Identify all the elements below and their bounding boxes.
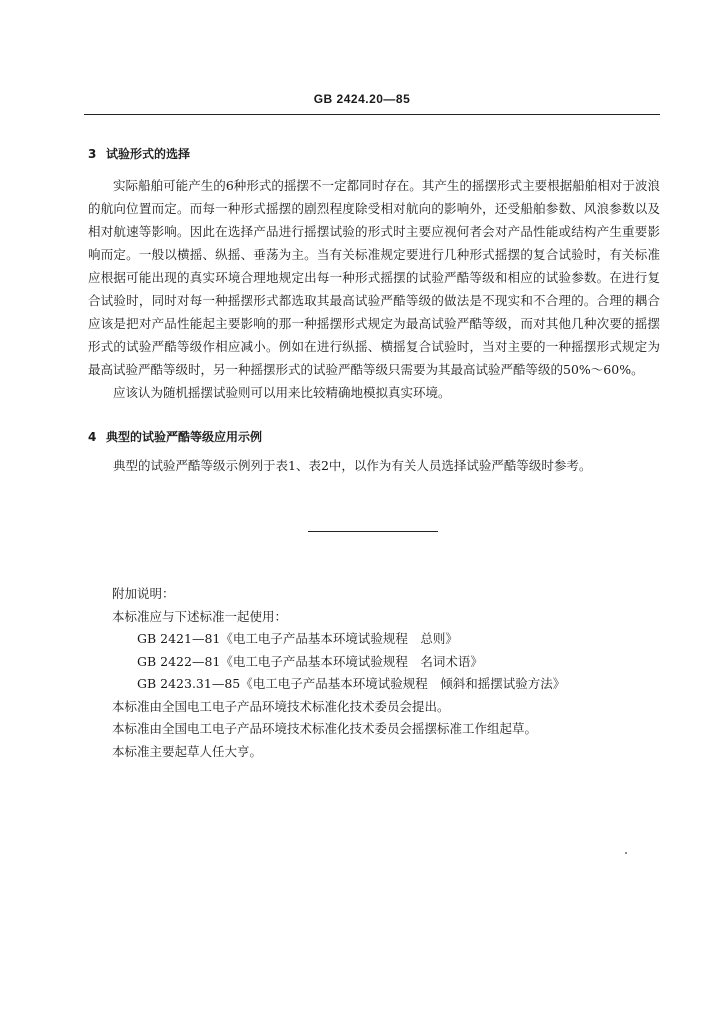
notes-statement: 本标准主要起草人任大亨。: [112, 743, 263, 759]
section-3-number: 3: [88, 147, 97, 161]
section-4-body: [88, 454, 660, 477]
reference-item: GB 2423.31—85《电工电子产品基本环境试验规程 倾斜和摇摆试验方法》: [137, 676, 566, 691]
section-4-title: 典型的试验严酷等级应用示例: [106, 430, 263, 444]
section-3-title: 试验形式的选择: [106, 147, 191, 161]
section-4-paragraph-1: 典型的试验严酷等级示例列于表1、表2中，以作为有关人员选择试验严酷等级时参考。: [113, 458, 592, 473]
standard-code: GB 2424.20—85: [313, 92, 411, 106]
scan-speck: [625, 852, 627, 854]
section-4-heading: [88, 428, 262, 445]
section-3-heading: [88, 145, 190, 162]
additional-notes: [112, 583, 632, 763]
reference-item: GB 2422—81《电工电子产品基本环境试验规程 名词术语》: [137, 653, 483, 669]
header-divider: [84, 114, 660, 115]
notes-heading: 附加说明：: [112, 586, 175, 601]
notes-statement: 本标准由全国电工电子产品环境技术标准化技术委员会提出。: [112, 698, 450, 714]
reference-item: GB 2421—81《电工电子产品基本环境试验规程 总则》: [137, 631, 458, 646]
section-3-paragraph-2: 应该认为随机摇摆试验则可以用来比较精确地模拟真实环境。: [113, 385, 451, 400]
section-3-body: [88, 174, 660, 404]
notes-intro: 本标准应与下述标准一起使用：: [112, 608, 288, 624]
notes-statement: 本标准由全国电工电子产品环境技术标准化技术委员会摇摆标准工作组起草。: [112, 721, 538, 736]
end-divider: [308, 531, 438, 532]
section-3-paragraph-1: 实际船舶可能产生的6种形式的摇摆不一定都同时存在。其产生的摇摆形式主要根据船舶相对于波浪的航向位置而定。而每一种形式摇摆的剧烈程度除受相对航向的影响外，还受船舶参数、风浪参数以及相对航速等影响。因此在选择产品进行摇摆试验的形式时主要应视何者会对产品性能或结构产生重要影响而定。一般以横摇、纵摇、垂荡为主。当有关标准规定要进行几种形式摇摆的复合试验时，有关标准应根据可能出现的真实环境合理地规定出每一种形式摇摆的试验严酷等级和相应的试验参数。在进行复合试验时，同时对每一种摇摆形式都选取其最高试验严酷等级的做法是不现实和不合理的。合理的耦合应该是把对产品性能起主要影响的那一种摇摆形式规定为最高试验严酷等级，而对其他几种次要的摇摆形式的试验严酷等级作相应减小。例如在进行纵摇、横摇复合试验时，当对主要的一种摇摆形式规定为最高试验严酷等级时，另一种摇摆形式的试验严酷等级只需要为其最高试验严酷等级的50%～60%。: [88, 178, 660, 377]
section-4-number: 4: [88, 430, 97, 444]
